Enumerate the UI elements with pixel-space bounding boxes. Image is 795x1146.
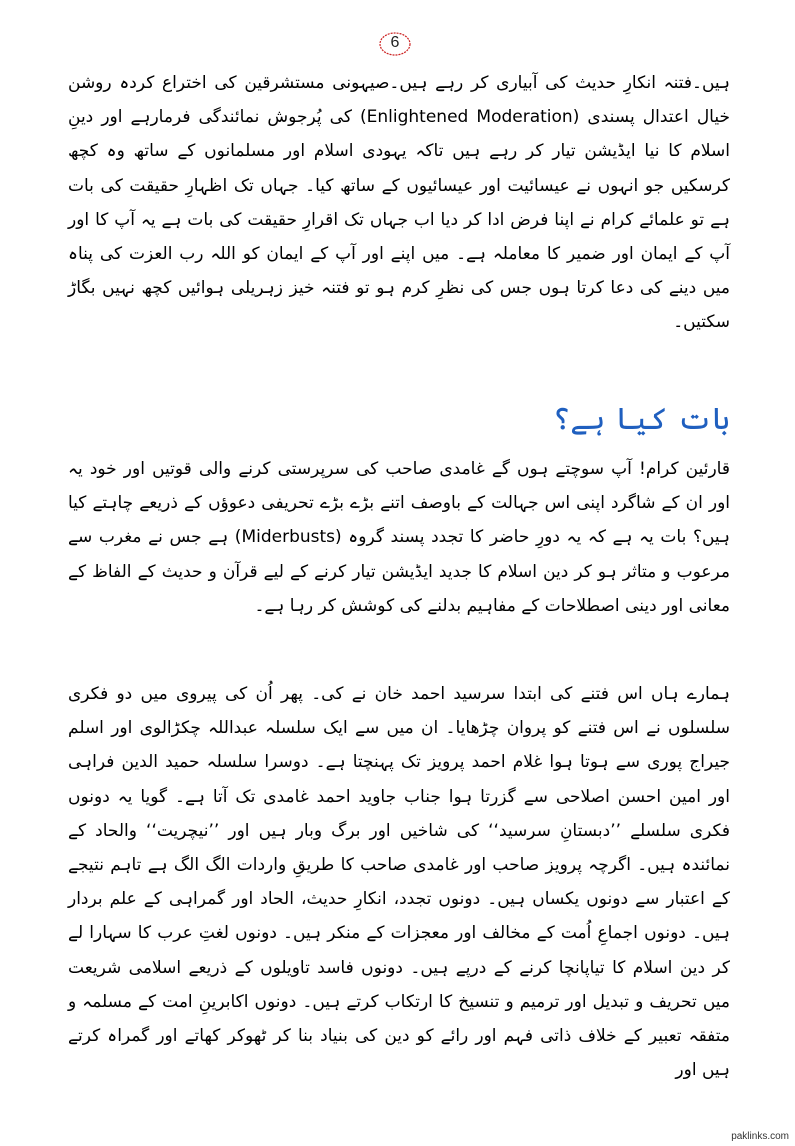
paragraph-intro: ہیں۔فتنہ انکارِ حدیث کی آبیاری کر رہے ہیں۔صیہونی مستشرقین کی اختراع کردہ روشن خیال اعتدال پسندی (Enlightened Moderation) کی پُرجوش نمائندگی فرمارہے اور دینِ اسلام کا نیا ایڈیشن تیار کر رہے ہیں تاکہ یہودی اسلام اور مسلمانوں کے ساتھ وہ کچھ کرسکیں جو انہوں نے عیسائیت اور عیسائیوں کے ساتھ کیا۔ جہاں تک اظہارِ حقیقت کی بات ہے تو علمائے کرام نے اپنا فرض ادا کر دیا اب جہاں تک اقرارِ حقیقت کی بات ہے یہ آپ کا اور آپ کے ایمان اور ضمیر کا معاملہ ہے۔ میں اپنے اور آپ کے ایمان کو اللہ رب العزت کی پناہ میں دینے کی دعا کرتا ہوں جس کی نظرِ کرم ہو تو فتنہ خیز زہریلی ہوائیں کچھ نہیں بگاڑ سکتیں۔ (68, 73, 731, 333)
page-number-text: 6 (390, 34, 400, 51)
paragraph-question: قارئین کرام! آپ سوچتے ہوں گے غامدی صاحب کی سرپرستی کرنے والی قوتیں اور خود یہ اور ان کے شاگرد اپنی اس جہالت کے باوصف اتنے بڑے بڑے تحریفی دعوؤں کے ذریعے چاہتے کیا ہیں؟ بات یہ ہے کہ یہ دورِ حاضر کا تجدد پسند گروہ (Miderbusts) ہے جس نے مغرب سے مرعوب و متاثر ہو کر دین اسلام کا جدید ایڈیشن تیار کرنے کے لیے قرآن و حدیث کے الفاظ کے معانی اور دینی اصطلاحات کے مفاہیم بدلنے کی کوشش کر رہا ہے۔ (68, 459, 730, 616)
footer-watermark: paklinks.com (731, 1131, 789, 1142)
section-heading: بات کیا ہے؟ (552, 402, 730, 437)
paragraph-history: ہمارے ہاں اس فتنے کی ابتدا سرسید احمد خان نے کی۔ پھر اُن کی پیروی میں دو فکری سلسلوں نے اس فتنے کو پروان چڑھایا۔ ان میں سے ایک سلسلہ عبداللہ چکڑالوی اور اسلم جیراج پوری سے ہوتا ہوا غلام احمد پرویز تک پہنچتا ہے۔ دوسرا سلسلہ حمید الدین فراہی اور امین احسن اصلاحی سے گزرتا ہوا جناب جاوید احمد غامدی تک آتا ہے۔ گویا یہ دونوں فکری سلسلے ’’دبستانِ سرسید‘‘ کی شاخیں اور برگ وبار ہیں اور ’’نیچریت‘‘ والحاد کے نمائندہ ہیں۔ اگرچہ پرویز صاحب اور غامدی صاحب کا طریقِ واردات الگ الگ ہے تاہم نتیجے کے اعتبار سے دونوں یکساں ہیں۔ دونوں تجدد، انکارِ حدیث، الحاد اور گمراہی کے علم بردار ہیں۔ دونوں اجماعِ اُمت کے مخالف اور معجزات کے منکر ہیں۔ دونوں لغتِ عرب کا سہارا لے کر دین اسلام کا تیاپانچا کرنے کے درپے ہیں۔ دونوں فاسد تاویلوں کے ذریعے اسلامی شریعت میں تحریف و تبدیل اور ترمیم و تنسیخ کا ارتکاب کرتے ہیں۔ دونوں اکابرینِ امت کے مسلمہ و متفقہ تعبیر کے خلاف ذاتی فہم اور رائے کو دین کی بنیاد بنا کر ٹھوکر کھاتے اور گمراہ کرتے ہیں اور (68, 684, 730, 1081)
page-number (377, 30, 413, 58)
